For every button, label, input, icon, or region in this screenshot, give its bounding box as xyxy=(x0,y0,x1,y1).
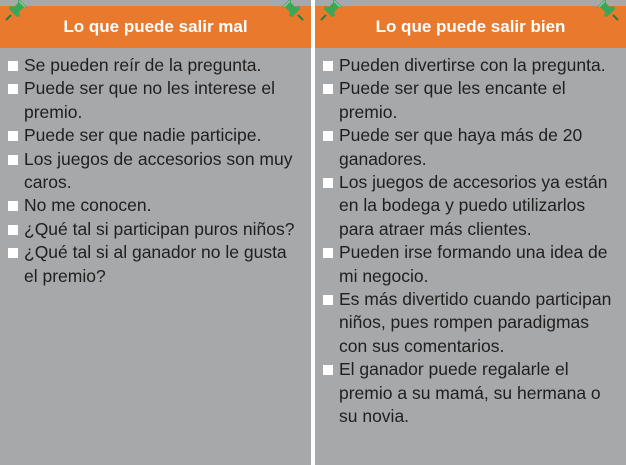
push-pin-icon xyxy=(4,0,34,24)
push-pin-icon xyxy=(319,0,349,24)
list-item xyxy=(6,54,303,77)
list-item xyxy=(6,241,303,288)
list-item xyxy=(321,288,618,358)
push-pin-icon xyxy=(590,0,620,24)
square-bullet-icon xyxy=(8,131,18,141)
square-bullet-icon xyxy=(323,365,333,375)
square-bullet-icon xyxy=(8,155,18,165)
square-bullet-icon xyxy=(8,201,18,211)
column-header-wrong xyxy=(0,6,311,48)
square-bullet-icon xyxy=(323,61,333,71)
list-item xyxy=(6,194,303,217)
list-item xyxy=(321,171,618,241)
column-title-wrong: Lo que puede salir mal xyxy=(63,17,248,36)
list-item-text: Se pueden reír de la pregunta. xyxy=(24,55,262,75)
column-title-right: Lo que puede salir bien xyxy=(375,17,566,36)
square-bullet-icon xyxy=(8,61,18,71)
list-item xyxy=(321,54,618,77)
list-item-text: El ganador puede regalarle el premio a su mamá, su hermana o su novia. xyxy=(339,359,601,427)
list-item xyxy=(6,124,303,147)
list-item-text: Los juegos de accesorios son muy caros. xyxy=(24,148,293,193)
list-item xyxy=(321,358,618,428)
list-item xyxy=(321,77,618,124)
column-things-that-can-go-right xyxy=(315,0,626,465)
list-item-text: Pueden divertirse con la pregunta. xyxy=(339,55,606,75)
square-bullet-icon xyxy=(8,84,18,94)
square-bullet-icon xyxy=(323,295,333,305)
square-bullet-icon xyxy=(323,178,333,188)
push-pin-icon xyxy=(275,0,305,24)
list-wrong xyxy=(0,48,311,288)
square-bullet-icon xyxy=(323,84,333,94)
list-item-text: Puede ser que no les interese el premio. xyxy=(24,78,275,122)
list-item-text: Puede ser que haya más de 20 ganadores. xyxy=(339,125,583,169)
list-item-text: Los juegos de accesorios ya están en la bodega y puedo utilizarlos para atraer más clientes. xyxy=(339,172,608,239)
list-item xyxy=(321,124,618,171)
square-bullet-icon xyxy=(8,225,18,235)
square-bullet-icon xyxy=(8,248,18,258)
list-right xyxy=(315,48,626,429)
list-item-text: ¿Qué tal si al ganador no le gusta el premio? xyxy=(24,242,287,286)
list-item-text: Puede ser que les encante el premio. xyxy=(339,78,566,122)
list-item xyxy=(6,218,303,241)
list-item-text: Puede ser que nadie participe. xyxy=(24,125,262,146)
square-bullet-icon xyxy=(323,248,333,258)
square-bullet-icon xyxy=(323,131,333,141)
list-item-text: ¿Qué tal si participan puros niños? xyxy=(24,218,295,239)
list-item xyxy=(6,77,303,124)
column-things-that-can-go-wrong xyxy=(0,0,311,465)
list-item-text: Pueden irse formando una idea de mi negocio. xyxy=(339,242,608,286)
list-item-text: Es más divertido cuando participan niños, pues rompen paradigmas con sus comentarios. xyxy=(339,289,612,356)
list-item xyxy=(321,241,618,288)
list-item-text: No me conocen. xyxy=(24,195,152,216)
column-header-right xyxy=(315,6,626,48)
list-item xyxy=(6,148,303,195)
